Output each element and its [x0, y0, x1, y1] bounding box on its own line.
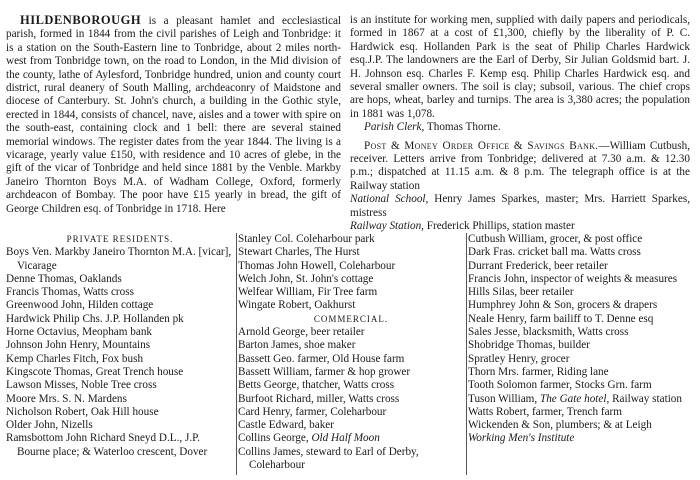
- list-item: Spratley Henry, grocer: [468, 352, 570, 365]
- residents-column-1: [6, 233, 234, 459]
- list-item: Lawson Misses, Noble Tree cross: [6, 379, 157, 392]
- intro-text: is a pleasant hamlet and ecclesiastical parish, formed in 1844 from the civil parishes of Leigh and Tonbridge: it is a station on the South-Eastern line to Tonbridge, about 2 miles north-west from Tonbridge town, on the road to London, in the Mid division of the county, lathe of Aylesford, Tonbridge hundred, union and county court district, rural deanery of South Malling, archdeaconry of Maidstone and diocese of Canterbury. St. John's church, a building in the Gothic style, erected in 1844, consists of chancel, nave, aisles and a tower with spire on the south-east, containing clock and 1 bell: there are several stained memorial windows. The register dates from the year 1844. The living is a vicarage, yearly value £150, with residence and 10 acres of glebe, in the gift of the vicar of Tonbridge and held since 1881 by the Venble. Markby Janeiro Thornton Boys M.A. of Wadham College, Oxford, formerly archdeacon of Bombay. The poor have £15 yearly in bread, the gift of George Children esq. of Tonbridge in 1718. Here: [6, 15, 342, 215]
- list-item: Stewart Charles, The Hurst: [238, 246, 360, 259]
- list-item: Cutbush William, grocer, & post office: [468, 233, 643, 245]
- residents-list: [238, 233, 464, 313]
- list-item: Moore Mrs. S. N. Mardens: [6, 392, 127, 405]
- commercial-list: [468, 233, 694, 446]
- column-rule: [236, 233, 237, 475]
- national-school: National School, Henry James Sparkes, master; Mrs. Harriett Sparkes, mistress: [350, 193, 690, 219]
- list-item: Johnson John Henry, Mountains: [6, 339, 151, 352]
- list-item: Betts George, thatcher, Watts cross: [238, 379, 395, 392]
- intro-paragraph: [6, 14, 341, 216]
- list-item: Tooth Solomon farmer, Stocks Grn. farm: [468, 379, 652, 392]
- continuation-paragraph: is an institute for working men, supplied with daily papers and periodicals, formed in 1867 at a cost of £1,300, chiefly by the liberality of P. C. Hardwick esq. Hollanden Park is the seat of Philip Charles Hardwick esq.J.P. The landowners are the Earl of Derby, Sir Julian Goldsmid bart. J. H. Johnson esq. Charles F. Kemp esq. Philip Charles Hardwick esq. and several smaller owners. The soil is clay; subsoil, various. The chief crops are hops, wheat, barley and turnips. The area is 3,380 acres; the population in 1881 was 1,078.: [350, 14, 690, 120]
- post-office: Post & Money Order Office & Savings Bank.—William Cutbush, receiver. Letters arrive from Tonbridge; delivered at 7.30 a.m. & 12.30 p.m.; dispatched at 11.15 a.m. & 8 p.m. The telegraph office is at the Railway station: [350, 139, 690, 192]
- list-item: Denne Thomas, Oaklands: [6, 272, 122, 285]
- list-item: Collins George, Old Half Moon: [238, 432, 380, 445]
- list-item: Horne Octavius, Meopham bank: [6, 326, 153, 339]
- parish-clerk: Parish Clerk, Thomas Thorne.: [364, 121, 501, 134]
- list-item: Bassett William, farmer & hop grower: [238, 365, 411, 378]
- residents-list: [6, 246, 234, 459]
- place-title: HILDENBOROUGH: [20, 13, 142, 27]
- list-item: Barton James, shoe maker: [238, 339, 356, 352]
- list-item: Wingate Robert, Oakhurst: [238, 299, 356, 312]
- commercial-heading: COMMERCIAL.: [313, 313, 389, 324]
- commercial-list: [238, 326, 464, 472]
- list-item: Wickenden & Son, plumbers; & at Leigh: [468, 419, 652, 432]
- list-item: Humphrey John & Son, grocers & drapers: [468, 299, 658, 312]
- list-item: Tuson William, The Gate hotel, Railway station: [468, 392, 682, 405]
- list-item: Card Henry, farmer, Coleharbour: [238, 405, 387, 418]
- list-item: Ramsbottom John Richard Sneyd D.L., J.P. Bourne place; & Waterloo crescent, Dover: [6, 432, 208, 458]
- list-item: Hardwick Philip Chs. J.P. Hollanden pk: [6, 312, 184, 325]
- list-item: Nicholson Robert, Oak Hill house: [6, 405, 159, 418]
- list-item: Arnold George, beer retailer: [238, 326, 365, 339]
- list-item: Watts Robert, farmer, Trench farm: [468, 405, 622, 418]
- residents-column-2: [238, 233, 464, 472]
- list-item: Boys Ven. Markby Janeiro Thornton M.A. [vicar], Vicarage: [6, 246, 232, 272]
- list-item: Burfoot Richard, miller, Watts cross: [238, 392, 400, 405]
- list-item: Stanley Col. Coleharbour park: [238, 233, 375, 245]
- list-item: Kingscote Thomas, Great Trench house: [6, 365, 184, 378]
- list-item: Durrant Frederick, beer retailer: [468, 259, 608, 272]
- private-residents-heading: PRIVATE RESIDENTS.: [66, 234, 174, 244]
- list-item: Working Men's Institute: [468, 432, 575, 445]
- list-item: Thorn Mrs. farmer, Riding lane: [468, 365, 609, 378]
- list-item: Dark Fras. cricket ball ma. Watts cross: [468, 246, 641, 259]
- list-item: Greenwood John, Hilden cottage: [6, 299, 154, 312]
- list-item: Bassett Geo. farmer, Old House farm: [238, 352, 405, 365]
- list-item: Thomas John Howell, Coleharbour: [238, 259, 396, 272]
- list-item: Francis Thomas, Watts cross: [6, 286, 134, 299]
- list-item: Welfear William, Fir Tree farm: [238, 286, 378, 299]
- list-item: Castle Edward, baker: [238, 419, 334, 432]
- column-rule: [466, 233, 467, 475]
- continuation-column: [350, 14, 690, 234]
- list-item: Sales Jesse, blacksmith, Watts cross: [468, 326, 629, 339]
- commercial-column-3: [468, 233, 694, 446]
- list-item: Neale Henry, farm bailiff to T. Denne esq: [468, 312, 654, 325]
- intro-column: [6, 14, 341, 216]
- list-item: Collins James, steward to Earl of Derby, Coleharbour: [238, 445, 419, 472]
- list-item: Older John, Nizells: [6, 419, 93, 432]
- railway-station: Railway Station, Frederick Phillips, station master: [350, 220, 575, 233]
- list-item: Welch John, St. John's cottage: [238, 272, 374, 285]
- list-item: Shobridge Thomas, builder: [468, 339, 590, 352]
- list-item: Kemp Charles Fitch, Fox bush: [6, 352, 144, 365]
- list-item: Francis John, inspector of weights & measures: [468, 272, 678, 285]
- list-item: Hills Silas, beer retailer: [468, 286, 574, 299]
